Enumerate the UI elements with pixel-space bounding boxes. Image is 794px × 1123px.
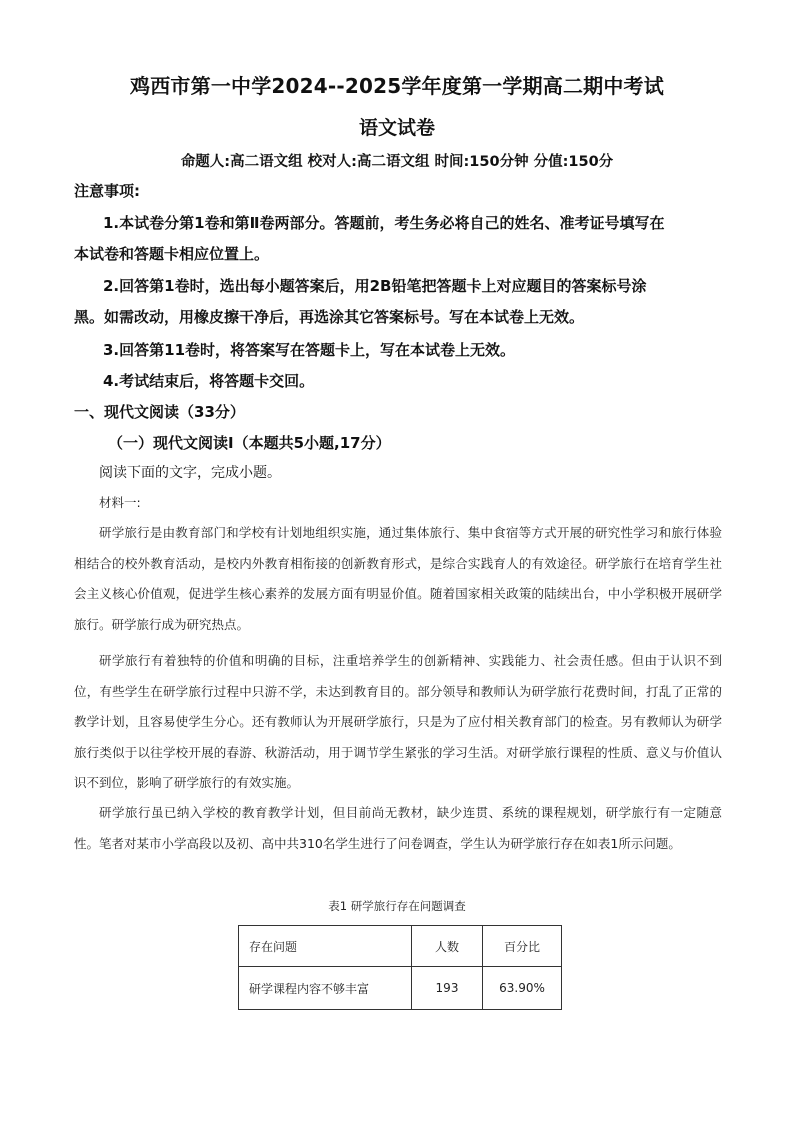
material-paragraph-2: 研学旅行有着独特的价值和明确的目标，注重培养学生的创新精神、实践能力、社会责任感。但由于认识不到位，有些学生在研学旅行过程中只游不学，未达到教育目的。部分领导和教师认为研学旅行花费时间，打乱了正常的教学计划，且容易使学生分心。还有教师认为开展研学旅行，只是为了应付相关教育部门的检查。另有教师认为研学旅行类似于以往学校开展的春游、秋游活动，用于调节学生紧张的学习生活。对研学旅行课程的性质、意义与价值认识不到位，影响了研学旅行的有效实施。 [74,653,722,790]
section-heading: 一、现代文阅读（33分） [74,403,245,421]
material-label: 材料一: [99,495,141,510]
subject-title: 语文试卷 [358,117,435,139]
table-header-cell: 存在问题 [239,926,412,967]
table-caption: 表1 研学旅行存在问题调查 [328,899,466,913]
notice-item-1a: 1.本试卷分第1卷和第Ⅱ卷两部分。答题前，考生务必将自己的姓名、准考证号填写在 [103,214,665,232]
table-header-row [239,926,562,967]
notice-item-3: 3.回答第11卷时，将答案写在答题卡上，写在本试卷上无效。 [103,341,516,359]
survey-table [238,925,562,1010]
table-header-cell: 人数 [412,926,483,967]
table-cell: 63.90% [483,967,562,1010]
exam-meta: 命题人:高二语文组 校对人:高二语文组 时间:150分钟 分值:150分 [180,154,614,170]
notice-item-4: 4.考试结束后，将答题卡交回。 [103,372,315,390]
reading-instruction: 阅读下面的文字，完成小题。 [99,465,281,481]
notice-heading: 注意事项: [74,182,140,200]
section-sub-heading: （一）现代文阅读Ⅰ（本题共5小题,17分） [108,434,391,452]
notice-item-2b: 黑。如需改动，用橡皮擦干净后，再选涂其它答案标号。写在本试卷上无效。 [74,308,585,326]
exam-title: 鸡西市第一中学2024--2025学年度第一学期高二期中考试 [130,74,664,98]
notice-item-2a: 2.回答第1卷时，选出每小题答案后，用2B铅笔把答题卡上对应题目的答案标号涂 [103,277,647,295]
table-header-cell: 百分比 [483,926,562,967]
material-paragraph-3: 研学旅行虽已纳入学校的教育教学计划，但目前尚无教材，缺少连贯、系统的课程规划，研学旅行有一定随意性。笔者对某市小学高段以及初、高中共310名学生进行了问卷调查，学生认为研学旅行存在如表1所示问题。 [74,805,722,851]
table-row [239,967,562,1010]
table-cell: 研学课程内容不够丰富 [239,967,412,1010]
material-paragraph-1: 研学旅行是由教育部门和学校有计划地组织实施，通过集体旅行、集中食宿等方式开展的研究性学习和旅行体验相结合的校外教育活动，是校内外教育相衔接的创新教育形式，是综合实践育人的有效途径。研学旅行在培育学生社会主义核心价值观，促进学生核心素养的发展方面有明显价值。随着国家相关政策的陆续出台，中小学积极开展研学旅行。研学旅行成为研究热点。 [74,525,722,632]
table-cell: 193 [412,967,483,1010]
notice-item-1b: 本试卷和答题卡相应位置上。 [74,245,270,263]
